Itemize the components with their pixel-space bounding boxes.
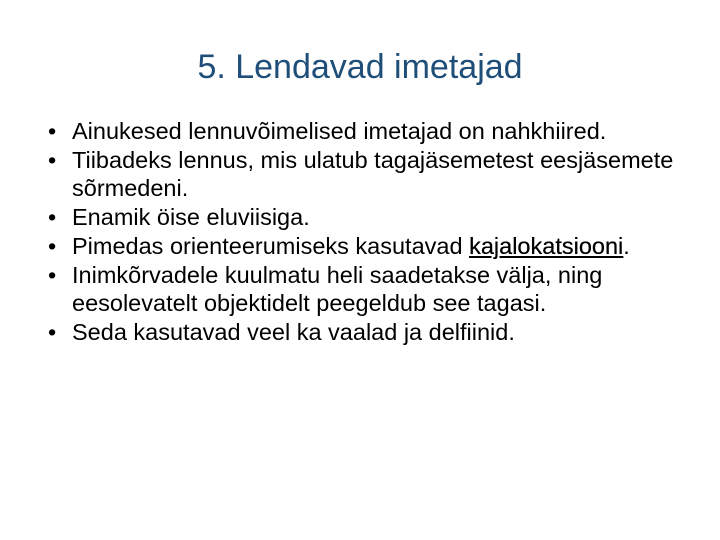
- bullet-text: Ainukesed lennuvõimelised imetajad on nahkhiired.: [72, 118, 607, 144]
- bullet-item: [48, 261, 688, 317]
- slide-title: 5. Lendavad imetajad: [197, 48, 523, 86]
- bullet-icon: •: [48, 233, 57, 259]
- bullet-text: Tiibadeks lennus, mis ulatub tagajäsemetest eesjäsemete sõrmedeni.: [72, 147, 674, 201]
- bullet-icon: •: [48, 319, 57, 345]
- bullet-text: Enamik öise eluviisiga.: [72, 204, 310, 230]
- bullet-item: [48, 203, 688, 231]
- bullet-icon: •: [48, 118, 57, 144]
- bullet-item: [48, 117, 688, 145]
- bullet-text-prefix: Pimedas orienteerumiseks kasutavad: [72, 233, 470, 259]
- bullet-text-suffix: .: [623, 233, 630, 259]
- bullet-text: Seda kasutavad veel ka vaalad ja delfiinid.: [72, 319, 515, 345]
- bullet-item: [48, 318, 688, 346]
- bullet-list: [48, 117, 688, 347]
- bullet-icon: •: [48, 204, 57, 230]
- bullet-text: Inimkõrvadele kuulmatu heli saadetakse välja, ning eesolevatelt objektidelt peegeldub see tagasi.: [72, 262, 603, 316]
- bullet-item: [48, 232, 688, 260]
- bullet-icon: •: [48, 147, 57, 173]
- bullet-item: [48, 146, 688, 202]
- kajalokatsiooni-link[interactable]: kajalokatsiooni: [469, 233, 624, 259]
- bullet-icon: •: [48, 262, 57, 288]
